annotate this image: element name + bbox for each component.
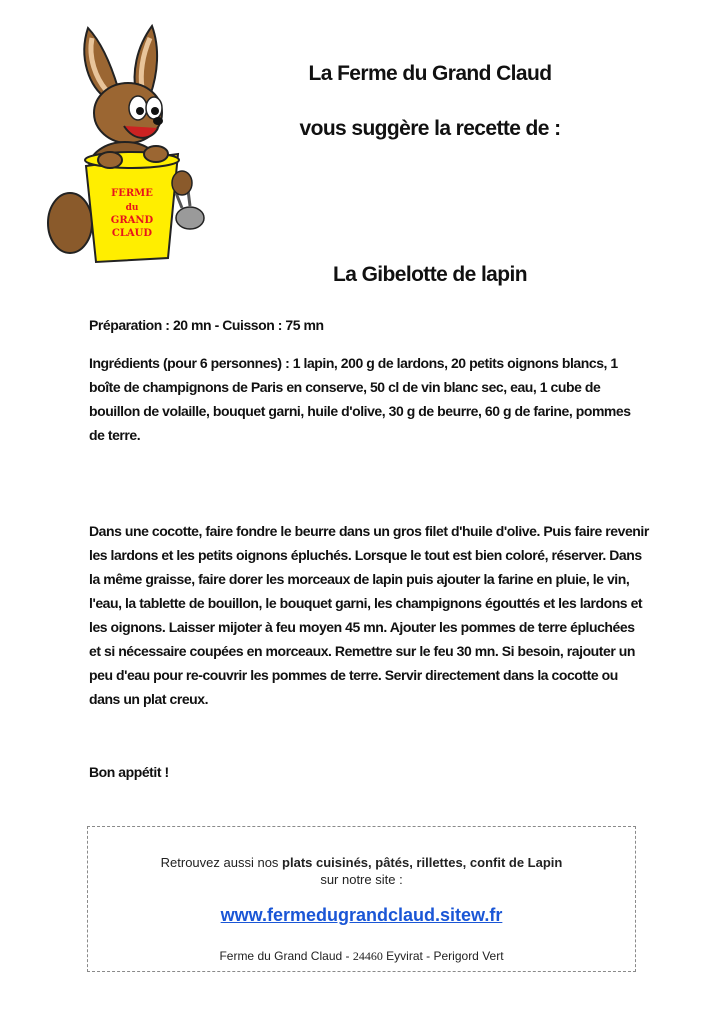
- recipe-steps: Dans une cocotte, faire fondre le beurre dans un gros filet d'huile d'olive. Puis faire revenir les lardons et les petits oignons épluchés. Lorsque le tout est bien coloré, réserver. Dans la même graisse, faire dorer les morceaux de lapin puis ajouter la farine en pluie, le vin, l'eau, la tablette de bouillon, le bouquet garni, les champignons égouttés et les lardons et les oignons. Laisser mijoter à feu moyen 45 mn. Ajouter les pommes de terre épluchées et si nécessaire coupées en morceaux. Remettre sur le feu 30 mn. Si besoin, rajouter un peu d'eau pour re-couvrir les pommes de terre. Servir directement dans la cocotte ou dans un plat creux.: [89, 523, 649, 707]
- promo-box: [87, 826, 636, 972]
- preparation-time: Préparation : 20 mn - Cuisson : 75 mn: [89, 317, 324, 333]
- promo-site-line: sur notre site :: [320, 872, 403, 887]
- logo-text-3: GRAND: [110, 215, 154, 226]
- header-farm-name: La Ferme du Grand Claud: [308, 62, 552, 85]
- website-link[interactable]: www.fermedugrandclaud.sitew.fr: [220, 905, 503, 925]
- address-suffix: Eyvirat - Perigord Vert: [382, 949, 504, 963]
- promo-intro: Retrouvez aussi nos: [160, 855, 283, 870]
- ingredients-list: Ingrédients (pour 6 personnes) : 1 lapin, 200 g de lardons, 20 petits oignons blancs, 1 boîte de champignons de Paris en conserve, 50 cl de vin blanc sec, eau, 1 cube de bouillon de volaille, bouquet garni, huile d'olive, 30 g de beurre, 60 g de farine, pommes de terre.: [89, 355, 631, 443]
- recipe-title: La Gibelotte de lapin: [333, 263, 527, 286]
- logo-text-2: du: [125, 203, 139, 213]
- header-suggestion: vous suggère la recette de :: [299, 117, 561, 140]
- address-prefix: Ferme du Grand Claud -: [219, 949, 353, 963]
- promo-line: [88, 854, 635, 871]
- promo-products: plats cuisinés, pâtés, rillettes, confit de Lapin: [282, 855, 563, 870]
- farm-address: [88, 949, 635, 964]
- logo-text-4: CLAUD: [111, 228, 153, 239]
- address-postcode: 24460: [352, 949, 383, 963]
- logo-text-1: FERME: [111, 188, 153, 199]
- ferme-logo-rabbit-icon: [40, 18, 208, 268]
- closing-wish: Bon appétit !: [89, 764, 169, 780]
